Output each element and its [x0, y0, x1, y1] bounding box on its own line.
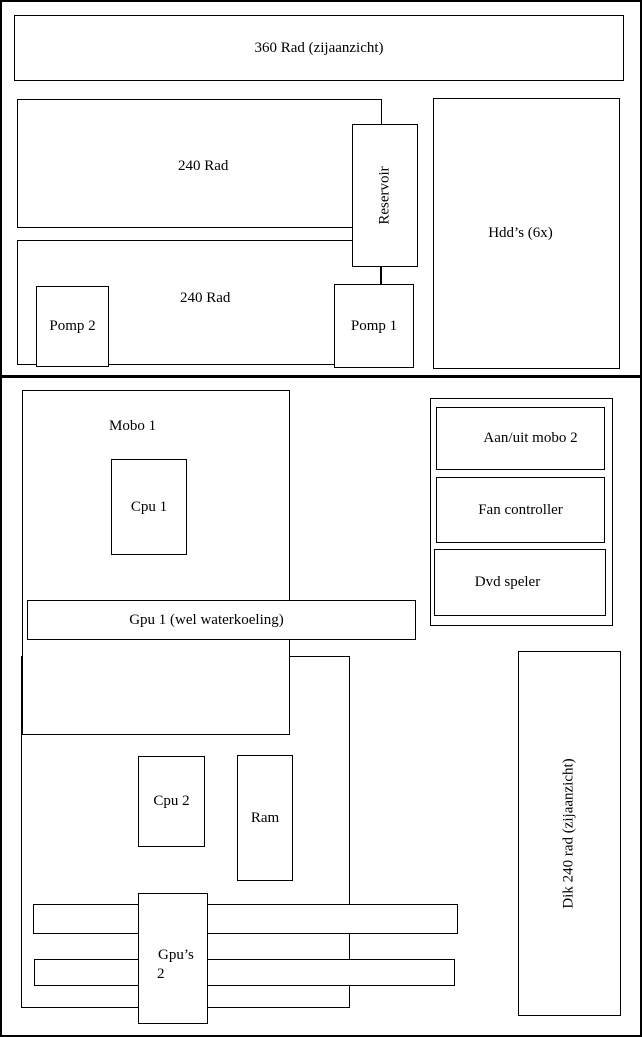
fan-controller-box: [436, 477, 605, 543]
gpus-2-box: [138, 893, 208, 1024]
gpus-2-label-line2: 2: [157, 966, 165, 982]
dvd-speler-label: Dvd speler: [474, 574, 541, 590]
gpu-1-box: [27, 600, 416, 640]
mobo-1-box: [22, 390, 290, 735]
cpu-2-box: [138, 756, 205, 847]
aan-uit-mobo-2-box: [436, 407, 605, 470]
hdds-label: Hdd’s (6x): [488, 225, 553, 241]
dik-240-rad-box: [518, 651, 621, 1016]
rad-360-label: 360 Rad (zijaanzicht): [254, 39, 384, 56]
rad-240-upper-label: 240 Rad: [178, 158, 229, 174]
ram-box: [237, 755, 293, 881]
aan-uit-mobo-2-label: Aan/uit mobo 2: [483, 430, 578, 446]
reservoir-label: Reservoir: [376, 166, 393, 225]
rad-240-lower-label: 240 Rad: [180, 290, 231, 306]
cpu-2-label: Cpu 2: [153, 793, 190, 809]
pomp-1-box: [334, 284, 414, 368]
rad-360-box: [14, 15, 624, 81]
pomp-2-label: Pomp 2: [49, 318, 96, 334]
gpus-2-label-line1: Gpu’s: [158, 947, 194, 963]
gpu-card-upper: [33, 904, 458, 934]
dvd-speler-box: [434, 549, 606, 616]
reservoir-box: [352, 124, 418, 267]
hdds-box: [433, 98, 620, 369]
gpu-card-lower: [34, 959, 455, 986]
cpu-1-label: Cpu 1: [130, 498, 168, 515]
fan-controller-label: Fan controller: [478, 501, 563, 518]
reservoir-pump-connector: [380, 266, 381, 285]
pomp-1-label: Pomp 1: [350, 317, 398, 334]
cpu-1-box: [111, 459, 187, 555]
dik-240-rad-label: Dik 240 rad (zijaanzicht): [561, 758, 578, 909]
ram-label: Ram: [250, 809, 280, 826]
pomp-2-box: [36, 286, 109, 367]
mobo-1-label: Mobo 1: [109, 418, 157, 434]
gpu-1-label: Gpu 1 (wel waterkoeling): [129, 611, 284, 628]
